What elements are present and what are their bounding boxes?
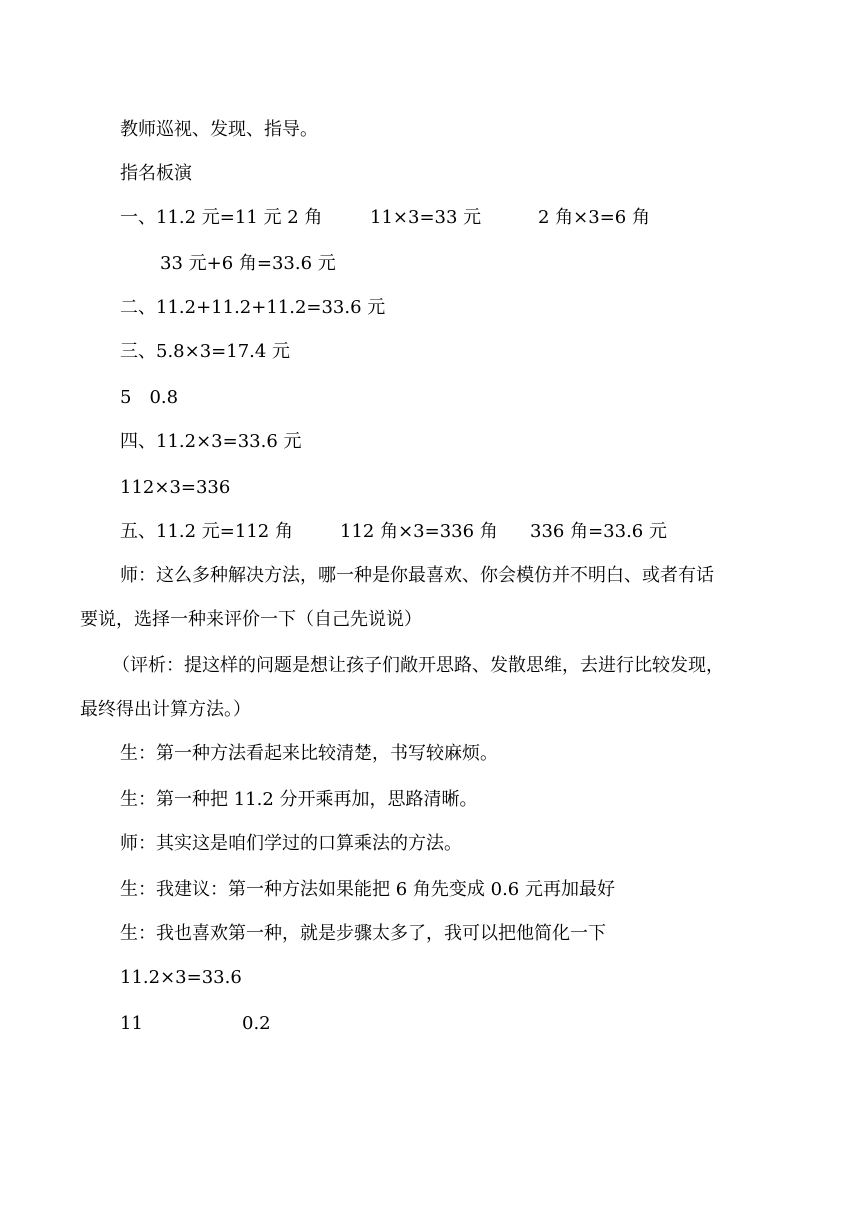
text-segment: 0.2: [242, 1013, 271, 1034]
text-line: 三、5.8×3=17.4 元: [120, 341, 291, 362]
text-segment: 五、11.2 元=112 角: [120, 521, 293, 542]
text-line: 师：其实这是咱们学过的口算乘法的方法。: [120, 833, 462, 854]
text-segment: 336 角=33.6 元: [530, 521, 667, 542]
text-line: 教师巡视、发现、指导。: [120, 119, 318, 140]
text-segment: 2 角×3=6 角: [538, 207, 650, 228]
text-line: 生：我建议：第一种方法如果能把 6 角先变成 0.6 元再加最好: [120, 879, 615, 900]
text-line: 要说，选择一种来评价一下（自己先说说）: [80, 609, 422, 630]
text-line: 二、11.2+11.2+11.2=33.6 元: [120, 297, 386, 318]
method-one-line: [120, 206, 720, 230]
text-line: （评析：提这样的问题是想让孩子们敞开思路、发散思维，去进行比较发现，: [112, 655, 724, 676]
text-line: 11.2×3=33.6: [120, 967, 242, 988]
split-line: [120, 1012, 320, 1036]
text-line: 指名板演: [120, 163, 192, 184]
text-line: 生：第一种方法看起来比较清楚，书写较麻烦。: [120, 743, 498, 764]
text-segment: 112 角×3=336 角: [340, 521, 498, 542]
text-line: 生：我也喜欢第一种，就是步骤太多了，我可以把他简化一下: [120, 923, 606, 944]
text-line: 生：第一种把 11.2 分开乘再加，思路清晰。: [120, 789, 478, 810]
text-segment: 一、11.2 元=11 元 2 角: [120, 207, 323, 228]
text-line: 33 元+6 角=33.6 元: [160, 253, 336, 274]
text-segment: 11: [120, 1013, 143, 1034]
text-line: 112×3=336: [120, 477, 231, 498]
text-line: 最终得出计算方法。）: [80, 699, 251, 720]
text-line: 5 0.8: [120, 387, 179, 408]
method-five-line: [120, 520, 760, 544]
text-line: 师：这么多种解决方法，哪一种是你最喜欢、你会模仿并不明白、或者有话: [120, 565, 714, 586]
text-segment: 11×3=33 元: [370, 207, 482, 228]
text-line: 四、11.2×3=33.6 元: [120, 431, 302, 452]
